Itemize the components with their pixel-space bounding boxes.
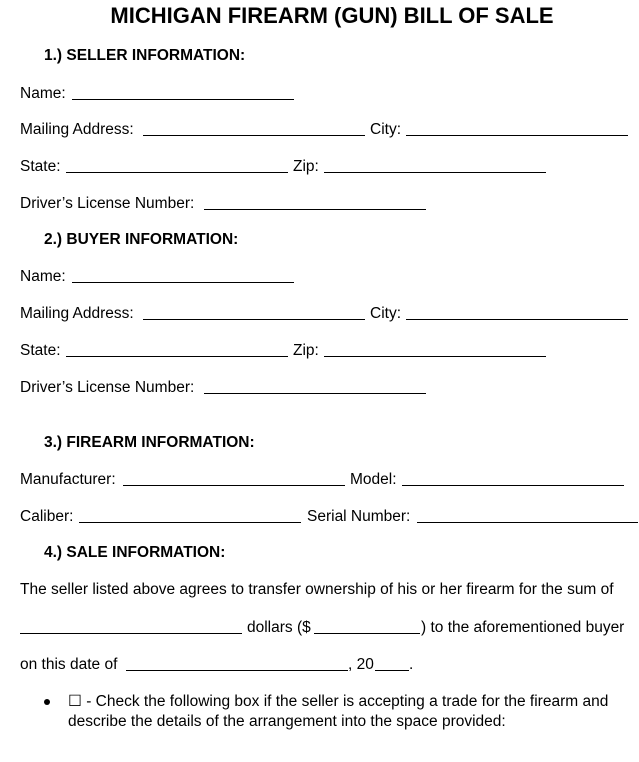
model-field[interactable] xyxy=(402,485,624,486)
dollars-text: dollars ($ xyxy=(247,619,311,636)
buyer-license-field[interactable] xyxy=(204,393,426,394)
buyer-section-heading: 2.) BUYER INFORMATION: xyxy=(44,231,239,248)
buyer-zip-field[interactable] xyxy=(324,356,546,357)
seller-city-field[interactable] xyxy=(406,135,628,136)
seller-name-label: Name: xyxy=(20,85,66,102)
seller-state-field[interactable] xyxy=(66,172,288,173)
sale-year-field[interactable] xyxy=(375,670,409,671)
sale-date-field[interactable] xyxy=(126,670,348,671)
trade-line1-text: - Check the following box if the seller is accepting a trade for the firearm and xyxy=(81,693,609,710)
caliber-label: Caliber: xyxy=(20,508,74,525)
seller-state-label: State: xyxy=(20,158,61,175)
seller-address-field[interactable] xyxy=(143,135,365,136)
model-label: Model: xyxy=(350,471,397,488)
buyer-address-label: Mailing Address: xyxy=(20,305,134,322)
buyer-city-label: City: xyxy=(370,305,401,322)
serial-number-field[interactable] xyxy=(417,522,638,523)
buyer-license-label: Driver’s License Number: xyxy=(20,379,195,396)
date-period: . xyxy=(409,656,414,673)
sale-section-heading: 4.) SALE INFORMATION: xyxy=(44,544,226,561)
sale-amount-words-field[interactable] xyxy=(20,633,242,634)
caliber-field[interactable] xyxy=(79,522,301,523)
seller-name-field[interactable] xyxy=(72,99,294,100)
serial-number-label: Serial Number: xyxy=(307,508,411,525)
buyer-city-field[interactable] xyxy=(406,319,628,320)
firearm-section-heading: 3.) FIREARM INFORMATION: xyxy=(44,434,255,451)
date-prefix-text: on this date of xyxy=(20,656,118,673)
seller-address-label: Mailing Address: xyxy=(20,121,134,138)
buyer-address-field[interactable] xyxy=(143,319,365,320)
seller-city-label: City: xyxy=(370,121,401,138)
seller-license-field[interactable] xyxy=(204,209,426,210)
trade-line2: describe the details of the arrangement into the space provided: xyxy=(68,713,506,730)
buyer-zip-label: Zip: xyxy=(293,342,319,359)
year-prefix-text: , 20 xyxy=(348,656,374,673)
buyer-text: ) to the aforementioned buyer xyxy=(421,619,625,636)
manufacturer-field[interactable] xyxy=(123,485,345,486)
document-title: MICHIGAN FIREARM (GUN) BILL OF SALE xyxy=(110,3,554,28)
seller-section-heading: 1.) SELLER INFORMATION: xyxy=(44,47,246,64)
buyer-state-label: State: xyxy=(20,342,61,359)
manufacturer-label: Manufacturer: xyxy=(20,471,116,488)
buyer-name-field[interactable] xyxy=(72,282,294,283)
bullet-point xyxy=(44,699,50,705)
buyer-name-label: Name: xyxy=(20,268,66,285)
sale-amount-number-field[interactable] xyxy=(314,633,420,634)
trade-checkbox[interactable]: ☐ xyxy=(68,693,82,710)
seller-zip-field[interactable] xyxy=(324,172,546,173)
sale-sentence-line1: The seller listed above agrees to transfer ownership of his or her firearm for the sum of xyxy=(20,581,614,598)
seller-zip-label: Zip: xyxy=(293,158,319,175)
buyer-state-field[interactable] xyxy=(66,356,288,357)
trade-line1 xyxy=(68,694,608,710)
seller-license-label: Driver’s License Number: xyxy=(20,195,195,212)
